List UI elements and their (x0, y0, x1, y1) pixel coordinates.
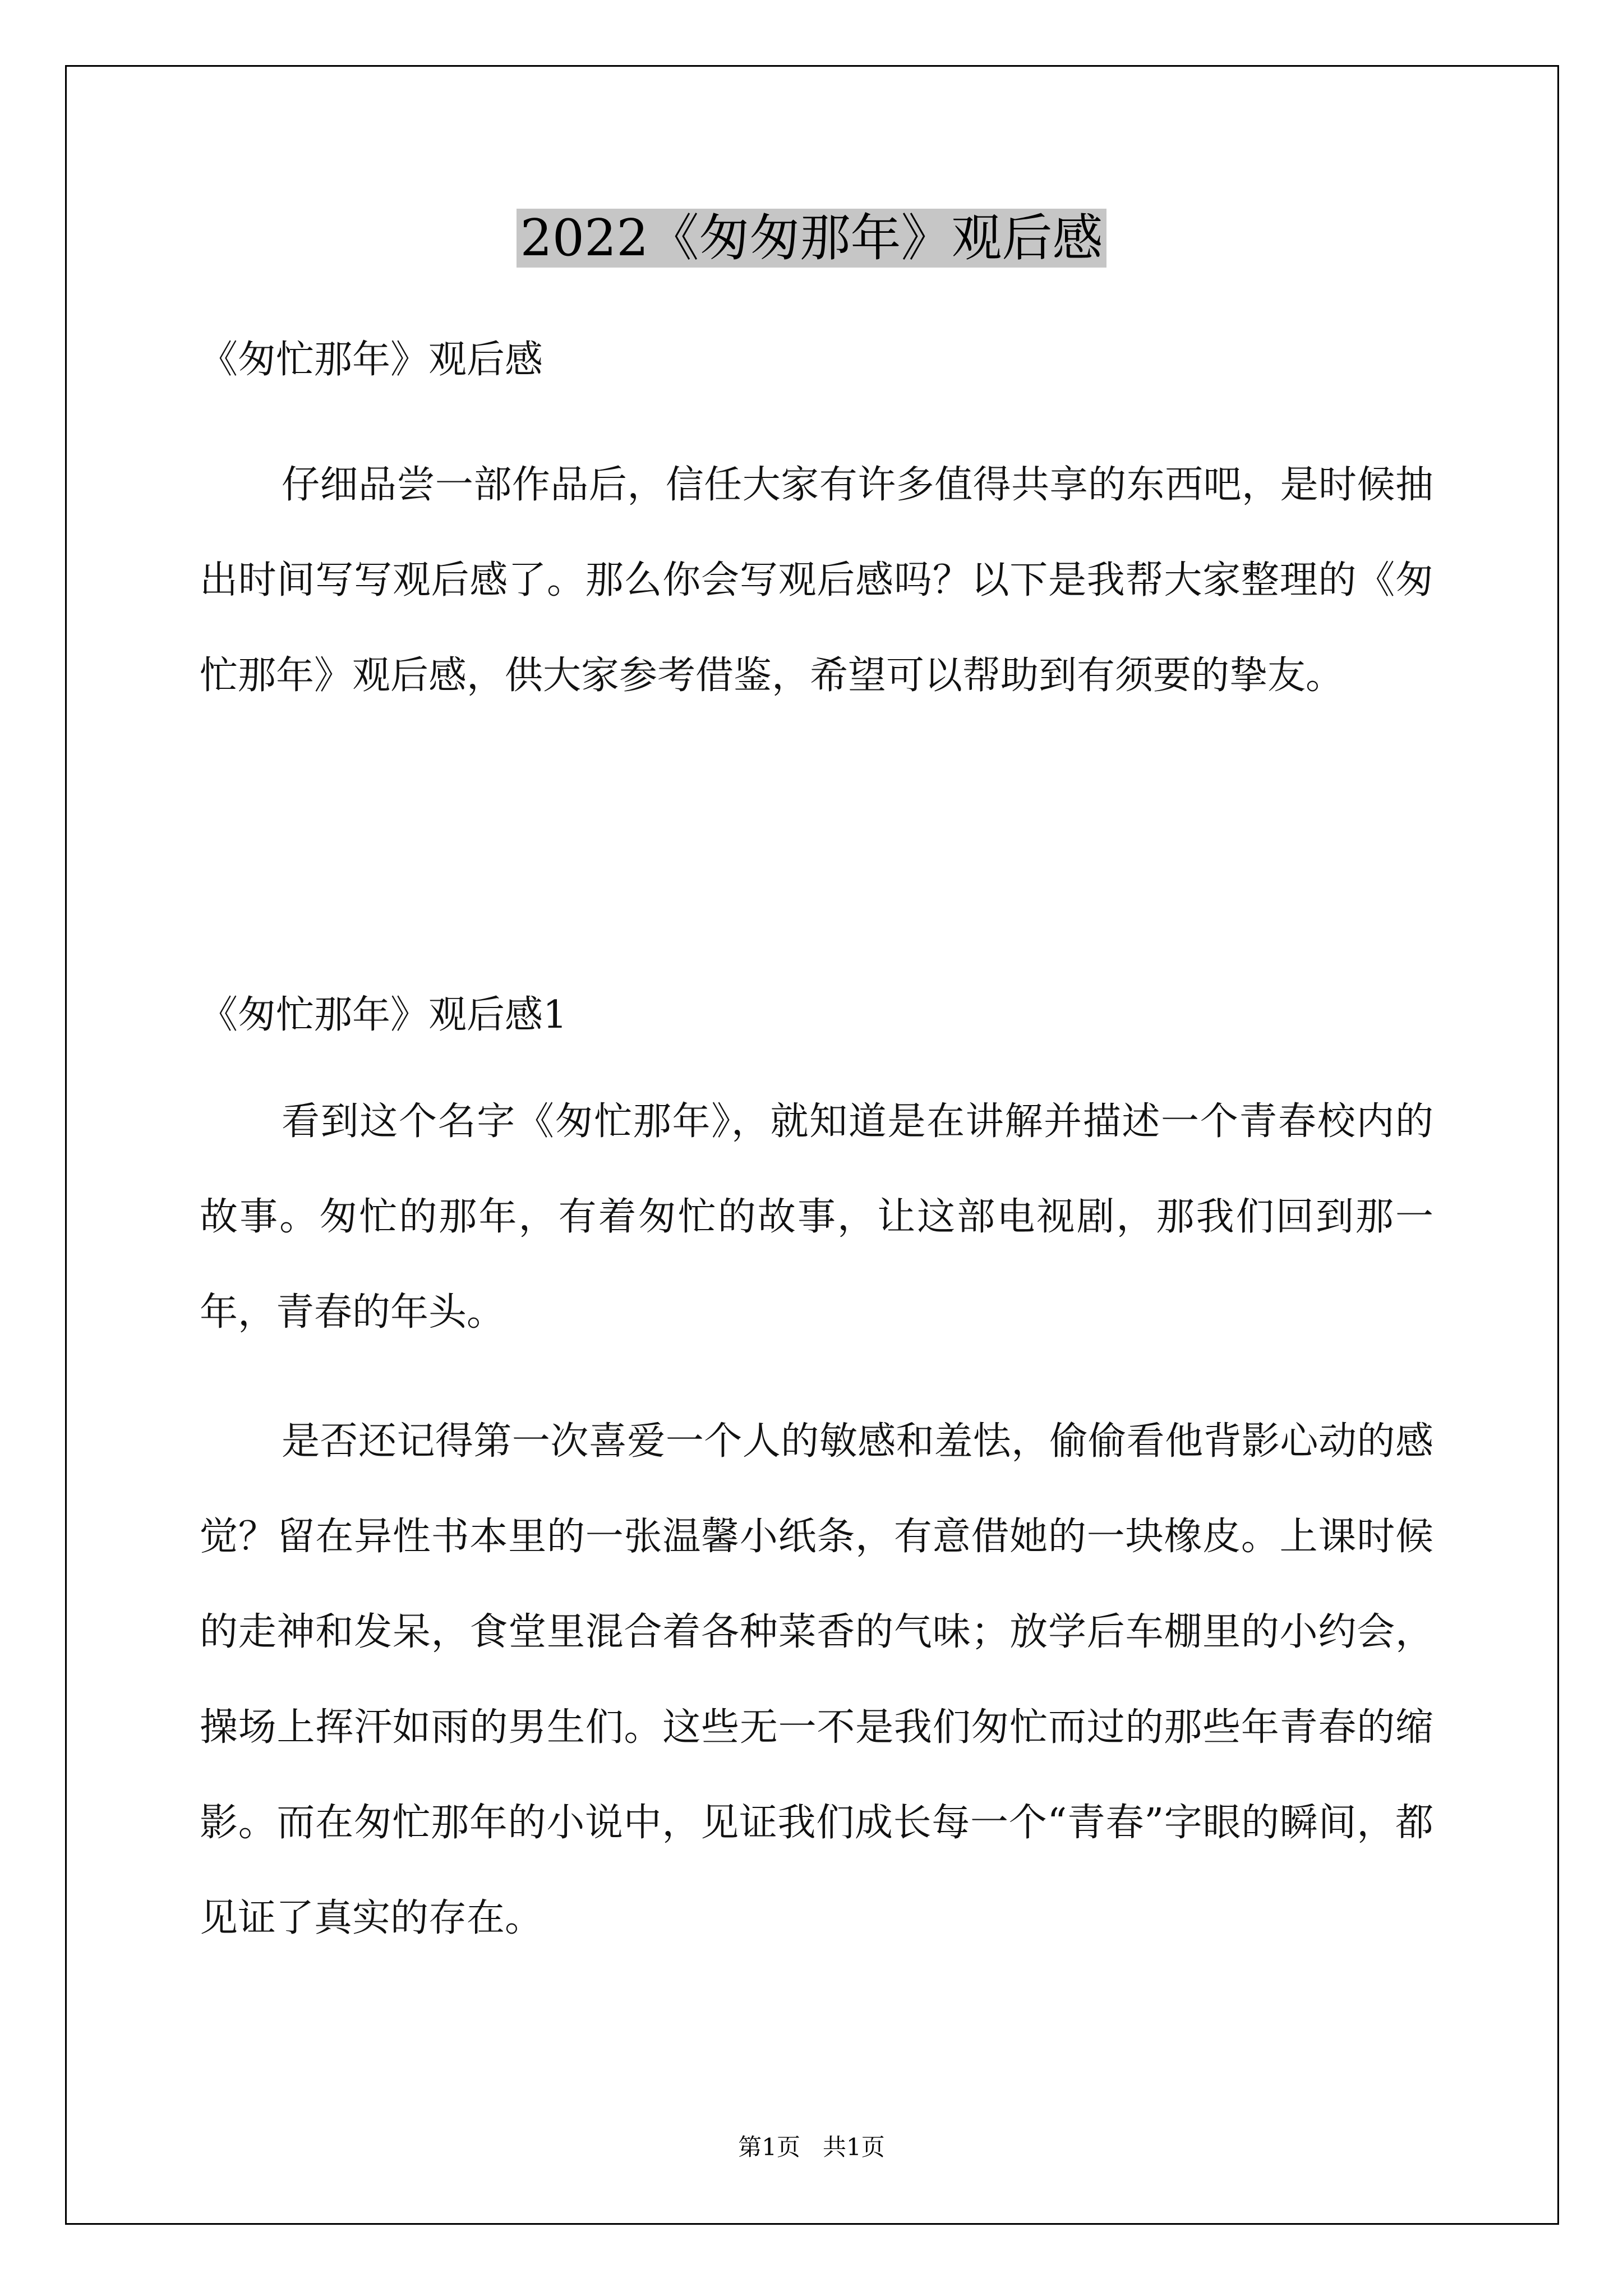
document-title (0, 196, 1623, 280)
page-total: 共1页 (823, 2133, 885, 2161)
paragraph: 是否还记得第一次喜爱一个人的敏感和羞怯，偷偷看他背影心动的感觉？留在异性书本里的一张温馨小纸条，有意借她的一块橡皮。上课时候的走神和发呆，食堂里混合着各种菜香的气味；放学后车棚里的小约会，操场上挥汗如雨的男生们。这些无一不是我们匆忙而过的那些年青春的缩影。而在匆忙那年的小说中，见证我们成长每一个“青春”字眼的瞬间，都见证了真实的存在。 (200, 1419, 1433, 1940)
title-text: 2022《匆匆那年》观后感 (517, 209, 1106, 268)
page-number: 第1页 (738, 2133, 800, 2161)
paragraph: 看到这个名字《匆忙那年》，就知道是在讲解并描述一个青春校内的故事。匆忙的那年，有着匆忙的故事，让这部电视剧，那我们回到那一年，青春的年头。 (200, 1099, 1433, 1335)
intro-paragraph: 仔细品尝一部作品后，信任大家有许多值得共享的东西吧，是时候抽出时间写写观后感了。那么你会写观后感吗？以下是我帮大家整理的《匆忙那年》观后感，供大家参考借鉴，希望可以帮助到有须要的挚友。 (200, 463, 1433, 698)
intro-heading: 《匆忙那年》观后感 (200, 338, 543, 382)
page-footer (0, 2129, 1623, 2162)
section-heading: 《匆忙那年》观后感1 (200, 993, 568, 1037)
